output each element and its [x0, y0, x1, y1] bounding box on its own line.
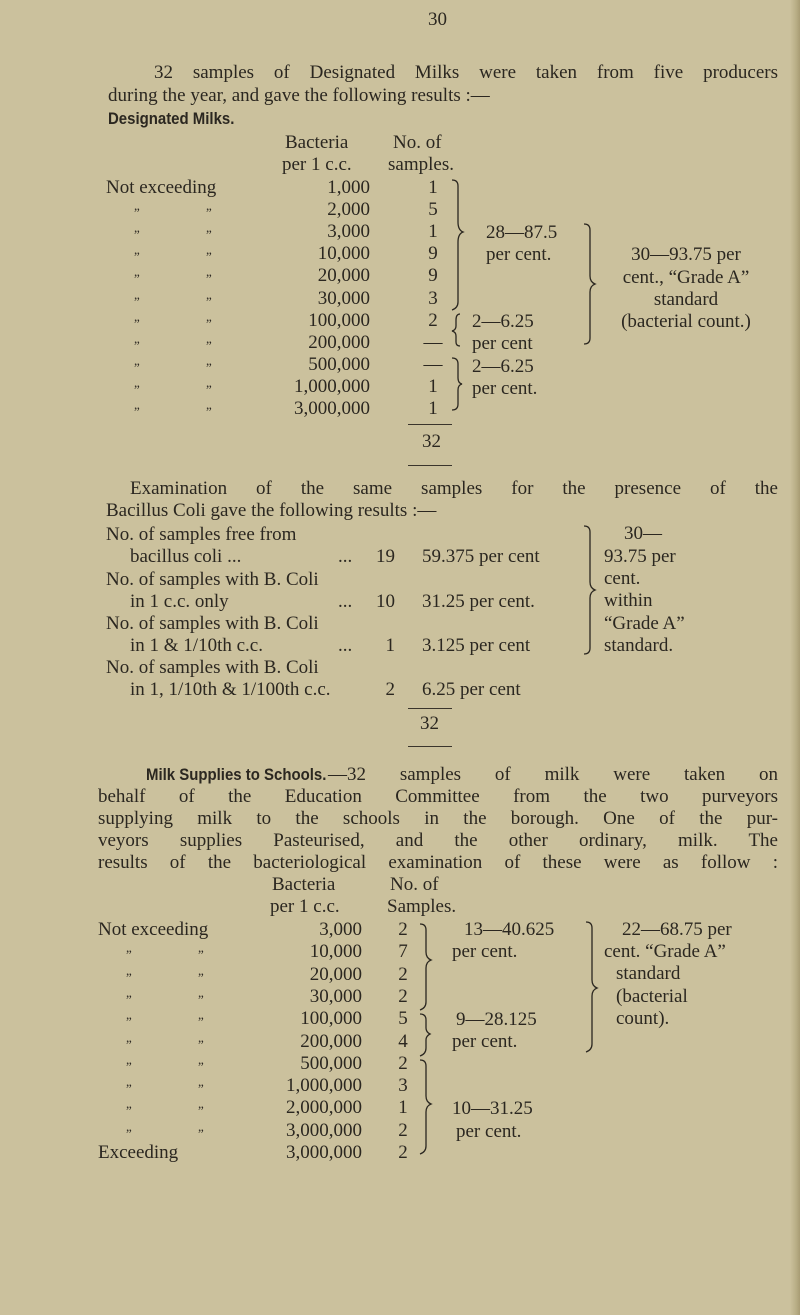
ditto-mark: ” — [206, 249, 212, 265]
row-samples: 2 — [398, 1142, 408, 1163]
row-bacteria: 1,000,000 — [286, 1075, 362, 1097]
coli-intro-line-2: Bacillus Coli gave the following results :— — [106, 500, 437, 521]
ditto-mark: ” — [126, 1014, 132, 1030]
t3-header-bacteria-unit: per 1 c.c. — [270, 896, 340, 917]
row-samples: 2 — [398, 985, 408, 1007]
t3-summary-line-1: 22—68.75 per — [622, 919, 732, 940]
row-samples: 7 — [398, 941, 408, 963]
ditto-mark: ” — [198, 1125, 204, 1141]
row-samples: 3 — [428, 287, 438, 309]
coli-summary-line: 93.75 per — [604, 546, 676, 567]
coli-total-rule-bottom — [408, 746, 452, 747]
row-samples: 9 — [428, 243, 438, 265]
ditto-mark: ” — [134, 205, 140, 221]
ditto-mark: ” — [198, 1014, 204, 1030]
ditto-mark: ” — [206, 404, 212, 419]
t3-group-2-line-1: 9—28.125 — [456, 1009, 537, 1030]
t1-group-1-line-2: per cent. — [486, 244, 552, 265]
row-samples: 9 — [428, 265, 438, 287]
row-bacteria: 1,000 — [327, 177, 370, 198]
row-samples: — — [423, 331, 443, 353]
row-bacteria: 500,000 — [308, 353, 370, 375]
ditto-mark: ” — [206, 381, 212, 397]
ditto-mark: ” — [134, 359, 140, 375]
row-bacteria: 2,000 — [327, 199, 370, 221]
row-bacteria: 2,000,000 — [286, 1097, 362, 1119]
t1-summary-line-3: standard — [653, 289, 719, 310]
t1-summary-line-1: 30—93.75 per — [631, 244, 741, 265]
row-bacteria: 200,000 — [300, 1030, 362, 1052]
row-bacteria: 1,000,000 — [294, 375, 370, 397]
row-samples: 2 — [428, 309, 438, 331]
row-bacteria: 100,000 — [308, 309, 370, 331]
t1-summary-line-2: cent., “Grade A” — [622, 267, 750, 288]
t1-summary-line-4: (bacterial count.) — [621, 311, 751, 332]
row-bacteria: 3,000 — [327, 221, 370, 243]
row-samples: 2 — [398, 1119, 408, 1141]
row-label: Not exceeding — [98, 919, 209, 940]
ditto-mark: ” — [198, 969, 204, 985]
ditto-mark: ” — [134, 315, 140, 331]
coli-total: 32 — [420, 713, 439, 734]
coli-item-label: No. of samples with B. Coli — [106, 613, 319, 634]
t3-group-1-line-1: 13—40.625 — [464, 919, 555, 940]
coli-item-count: 19 — [376, 546, 395, 567]
t3-summary-line-3: standard — [616, 963, 681, 984]
ditto-mark: ” — [126, 1081, 132, 1097]
row-bacteria: 20,000 — [309, 963, 362, 985]
t3-header-samples: No. of — [390, 874, 439, 895]
ditto-mark: ” — [134, 381, 140, 397]
schools-para-line-2: behalf of the Education Committee from the two purveyors — [98, 786, 778, 807]
t3-group-3-line-2: per cent. — [456, 1121, 522, 1142]
ditto-mark: ” — [134, 227, 140, 243]
row-samples: 1 — [428, 398, 438, 419]
ditto-mark: ” — [126, 991, 132, 1007]
t1-group-1-line-1: 28—87.5 — [486, 222, 558, 243]
ditto-mark: ” — [134, 249, 140, 265]
coli-item-label-2: in 1, 1/10th & 1/100th c.c. — [130, 679, 331, 700]
page-number: 30 — [428, 9, 447, 30]
schools-para-line-4: veyors supplies Pasteurised, and the other ordinary, milk. The — [98, 830, 778, 851]
t1-total: 32 — [422, 431, 441, 452]
coli-item-label: No. of samples with B. Coli — [106, 569, 319, 590]
ditto-mark: ” — [126, 1103, 132, 1119]
row-bacteria: 3,000,000 — [286, 1142, 362, 1163]
intro-line-2: during the year, and gave the following results :— — [108, 85, 490, 106]
ditto-mark: ” — [126, 969, 132, 985]
row-samples: 1 — [428, 221, 438, 243]
row-samples: 5 — [398, 1008, 408, 1030]
coli-item-dots: ... — [338, 591, 353, 612]
coli-item-percent: 31.25 per cent. — [422, 591, 535, 612]
ditto-mark: ” — [206, 271, 212, 287]
row-bacteria: 200,000 — [308, 331, 370, 353]
coli-item-label-2: in 1 & 1/10th c.c. — [130, 635, 263, 656]
coli-item-count: 1 — [385, 635, 395, 656]
ditto-mark: ” — [126, 1058, 132, 1074]
t3-summary-line-2: cent. “Grade A” — [604, 941, 726, 962]
schools-heading: Milk Supplies to Schools. — [146, 765, 327, 784]
row-bacteria: 3,000 — [319, 919, 362, 940]
row-samples: 5 — [428, 199, 438, 221]
t3-brace-summary — [584, 920, 600, 1054]
coli-item-percent: 59.375 per cent — [422, 546, 540, 567]
ditto-mark: ” — [206, 205, 212, 221]
coli-summary-line: standard. — [604, 635, 674, 656]
row-samples: 4 — [398, 1030, 408, 1052]
row-bacteria: 3,000,000 — [286, 1119, 362, 1141]
coli-item-label-2: in 1 c.c. only — [130, 591, 229, 612]
schools-para-line-3: supplying milk to the schools in the borough. One of the pur- — [98, 808, 778, 829]
t3-group-2-line-2: per cent. — [452, 1031, 518, 1052]
ditto-mark: ” — [198, 1036, 204, 1052]
t3-summary-line-4: (bacterial — [616, 986, 688, 1007]
t1-brace-group-1 — [448, 178, 468, 414]
ditto-mark: ” — [206, 315, 212, 331]
coli-item-label: No. of samples free from — [106, 524, 297, 545]
coli-item-percent: 3.125 per cent — [422, 635, 531, 656]
ditto-mark: ” — [198, 1058, 204, 1074]
t1-group-3-line-1: 2—6.25 — [472, 356, 534, 377]
t1-header-bacteria: Bacteria — [285, 132, 349, 153]
coli-item-dots: ... — [338, 546, 353, 567]
row-bacteria: 30,000 — [317, 287, 370, 309]
ditto-mark: ” — [134, 404, 140, 419]
t1-group-3-line-2: per cent. — [472, 378, 538, 399]
coli-item-percent: 6.25 per cent — [422, 679, 521, 700]
t1-group-2-line-2: per cent — [472, 333, 533, 354]
intro-line-1: 32 samples of Designated Milks were taken from five producers — [154, 62, 778, 83]
coli-total-rule-top — [408, 708, 452, 709]
schools-para-line-5: results of the bacteriological examination of these were as follow : — [98, 852, 778, 873]
coli-summary-line: within — [604, 590, 653, 611]
ditto-mark: ” — [126, 947, 132, 963]
t3-header-samples-2: Samples. — [387, 896, 457, 917]
ditto-mark: ” — [134, 337, 140, 353]
t3-group-1-line-2: per cent. — [452, 941, 518, 962]
row-samples: 3 — [398, 1075, 408, 1097]
ditto-mark: ” — [126, 1036, 132, 1052]
row-bacteria: 100,000 — [300, 1008, 362, 1030]
t1-total-rule-bottom — [408, 465, 452, 466]
ditto-mark: ” — [206, 337, 212, 353]
ditto-mark: ” — [134, 293, 140, 309]
row-bacteria: 10,000 — [309, 941, 362, 963]
coli-item-count: 2 — [385, 679, 395, 700]
row-bacteria: 20,000 — [317, 265, 370, 287]
coli-item-dots: ... — [338, 635, 353, 656]
ditto-mark: ” — [198, 947, 204, 963]
coli-summary-line: cent. — [604, 568, 641, 589]
t1-group-2-line-1: 2—6.25 — [472, 311, 534, 332]
coli-brace-summary — [582, 524, 598, 656]
coli-item-count: 10 — [376, 591, 395, 612]
t1-header-samples: No. of — [393, 132, 442, 153]
row-samples: 2 — [398, 963, 408, 985]
t1-header-bacteria-unit: per 1 c.c. — [282, 154, 352, 175]
row-label: Exceeding — [98, 1142, 179, 1163]
t1-total-rule-top — [408, 424, 452, 425]
coli-intro-line-1: Examination of the same samples for the presence of the — [130, 478, 778, 499]
row-bacteria: 10,000 — [317, 243, 370, 265]
ditto-mark: ” — [134, 271, 140, 287]
t3-brace-groups — [416, 922, 436, 1158]
row-samples: 1 — [428, 375, 438, 397]
row-samples: 2 — [398, 919, 408, 940]
coli-summary-line: “Grade A” — [604, 613, 685, 634]
row-samples: 1 — [428, 177, 438, 198]
coli-item-label: No. of samples with B. Coli — [106, 657, 319, 678]
coli-summary-line: 30— — [624, 523, 662, 544]
t3-summary-line-5: count). — [616, 1008, 670, 1029]
ditto-mark: ” — [198, 1081, 204, 1097]
row-samples: 1 — [398, 1097, 408, 1119]
row-bacteria: 500,000 — [300, 1052, 362, 1074]
ditto-mark: ” — [126, 1125, 132, 1141]
coli-item-label-2: bacillus coli ... — [130, 546, 242, 567]
page-edge-shadow — [790, 0, 800, 1315]
row-bacteria: 3,000,000 — [294, 398, 370, 419]
ditto-mark: ” — [206, 359, 212, 375]
schools-para-line-1 — [146, 764, 778, 786]
ditto-mark: ” — [198, 991, 204, 1007]
designated-heading: Designated Milks. — [108, 109, 235, 128]
t3-group-3-line-1: 10—31.25 — [452, 1098, 533, 1119]
ditto-mark: ” — [206, 227, 212, 243]
row-label: Not exceeding — [106, 177, 217, 198]
ditto-mark: ” — [198, 1103, 204, 1119]
row-samples: — — [423, 353, 443, 375]
t1-header-samples-2: samples. — [388, 154, 454, 175]
t3-header-bacteria: Bacteria — [272, 874, 336, 895]
row-bacteria: 30,000 — [309, 985, 362, 1007]
row-samples: 2 — [398, 1052, 408, 1074]
ditto-mark: ” — [206, 293, 212, 309]
schools-para-text-1: —32 samples of milk were taken on — [328, 764, 778, 785]
